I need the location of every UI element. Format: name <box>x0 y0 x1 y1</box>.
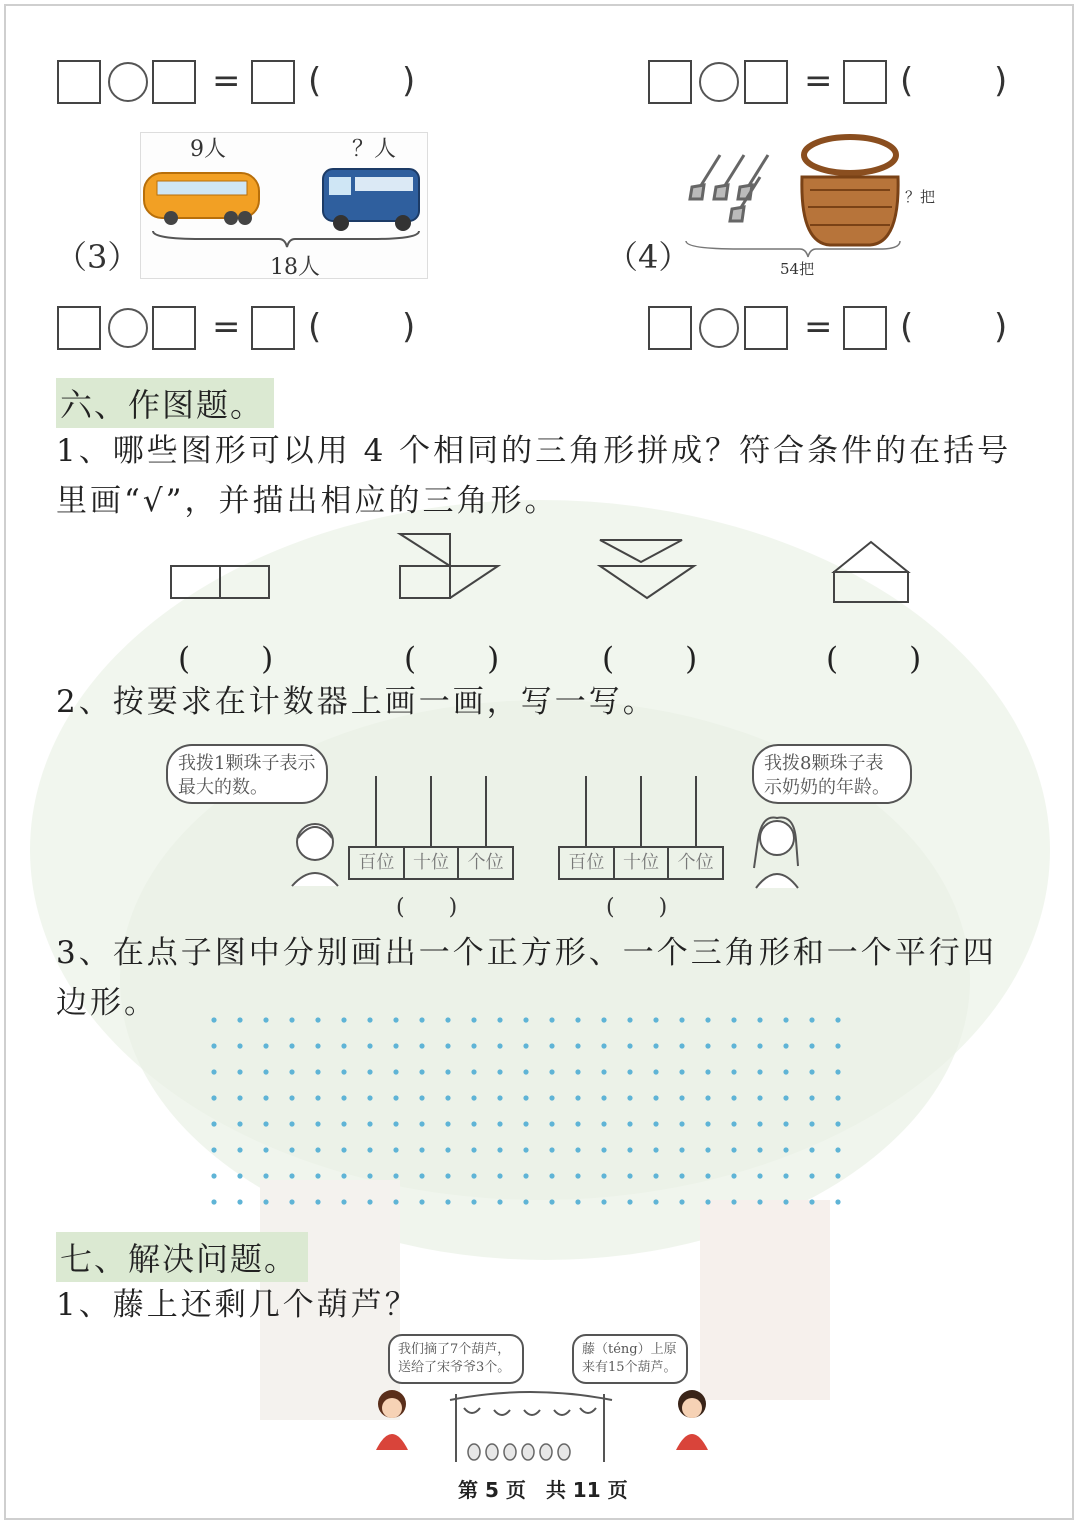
grid-dot <box>731 1043 736 1048</box>
grid-dot <box>237 1121 242 1126</box>
grid-dot <box>627 1043 632 1048</box>
right-girl-speech-bubble: 我拨8颗珠子表示奶奶的年龄。 <box>752 744 912 804</box>
grid-dot <box>315 1199 320 1204</box>
grid-dot <box>471 1095 476 1100</box>
grid-dot <box>523 1017 528 1022</box>
grid-dot <box>341 1043 346 1048</box>
grid-dot <box>237 1147 242 1152</box>
grid-dot <box>497 1199 502 1204</box>
grid-dot <box>757 1147 762 1152</box>
grid-dot <box>731 1069 736 1074</box>
grid-dot <box>419 1069 424 1074</box>
answer-box[interactable] <box>744 306 788 350</box>
grid-dot <box>627 1095 632 1100</box>
grid-dot <box>393 1069 398 1074</box>
operator-circle[interactable] <box>699 62 739 102</box>
grid-dot <box>237 1069 242 1074</box>
grid-dot <box>627 1199 632 1204</box>
triangle-shapes <box>160 528 1040 608</box>
grid-dot <box>809 1173 814 1178</box>
grid-dot <box>679 1017 684 1022</box>
grid-dot <box>341 1017 346 1022</box>
grid-dot <box>497 1017 502 1022</box>
grid-dot <box>757 1173 762 1178</box>
grid-dot <box>289 1095 294 1100</box>
blue-bus-icon <box>323 169 419 231</box>
grid-dot <box>523 1173 528 1178</box>
grid-dot <box>341 1069 346 1074</box>
grid-dot <box>263 1199 268 1204</box>
grid-dot <box>731 1147 736 1152</box>
shape-rectangles <box>171 566 269 598</box>
grid-dot <box>289 1069 294 1074</box>
grid-dot <box>757 1043 762 1048</box>
grid-dot <box>367 1069 372 1074</box>
grid-dot <box>653 1017 658 1022</box>
grid-dot <box>835 1121 840 1126</box>
grid-dot <box>367 1173 372 1178</box>
grid-dot <box>289 1173 294 1178</box>
grid-dot <box>289 1017 294 1022</box>
paren-close: ) <box>402 307 416 347</box>
shovels-icon <box>690 155 768 221</box>
grid-dot <box>653 1069 658 1074</box>
grid-dot <box>289 1147 294 1152</box>
abacus-left-base <box>348 846 514 880</box>
grid-dot <box>835 1017 840 1022</box>
grid-dot <box>809 1147 814 1152</box>
grid-dot <box>367 1043 372 1048</box>
grid-dot <box>315 1095 320 1100</box>
grid-dot <box>679 1199 684 1204</box>
grid-dot <box>523 1095 528 1100</box>
grid-dot <box>809 1069 814 1074</box>
paren-close: ) <box>994 61 1008 101</box>
answer-box[interactable] <box>251 306 295 350</box>
page-footer: 第 5 页 共 11 页 <box>458 1478 628 1502</box>
grid-dot <box>471 1147 476 1152</box>
grid-dot <box>575 1017 580 1022</box>
grid-dot <box>705 1043 710 1048</box>
paren-close: ) <box>402 61 416 101</box>
grid-dot <box>445 1043 450 1048</box>
grid-dot <box>653 1043 658 1048</box>
abacus-left-answer-paren[interactable]: ( ) <box>396 895 458 920</box>
abacus-right-base <box>558 846 724 880</box>
grid-dot <box>757 1121 762 1126</box>
grid-dot <box>783 1147 788 1152</box>
paren-open: ( <box>900 61 914 101</box>
grid-dot <box>393 1121 398 1126</box>
grid-dot <box>549 1173 554 1178</box>
grid-dot <box>835 1069 840 1074</box>
grid-dot <box>549 1017 554 1022</box>
grid-dot <box>497 1147 502 1152</box>
grid-dot <box>211 1095 216 1100</box>
grid-dot <box>575 1121 580 1126</box>
equals-sign: = <box>804 61 833 101</box>
grid-dot <box>731 1121 736 1126</box>
grid-dot <box>809 1095 814 1100</box>
place-ones: 个位 <box>677 852 714 873</box>
grid-dot <box>393 1095 398 1100</box>
shape-boat <box>400 534 498 598</box>
grid-dot <box>705 1017 710 1022</box>
grid-dot <box>627 1147 632 1152</box>
grid-dot <box>809 1121 814 1126</box>
grid-dot <box>315 1017 320 1022</box>
operator-circle[interactable] <box>108 308 148 348</box>
grid-dot <box>471 1199 476 1204</box>
girl-right-icon <box>676 1390 708 1450</box>
grid-dot <box>497 1043 502 1048</box>
grid-dot <box>575 1069 580 1074</box>
boy-avatar <box>280 812 350 892</box>
grid-dot <box>471 1017 476 1022</box>
shape-1-answer-paren[interactable]: ( ) <box>178 641 277 677</box>
grid-dot <box>497 1173 502 1178</box>
paren-open: ( <box>308 61 322 101</box>
shape-4-answer-paren[interactable]: ( ) <box>826 641 925 677</box>
girl-left-icon <box>376 1390 408 1450</box>
grid-dot <box>705 1069 710 1074</box>
grid-dot <box>575 1043 580 1048</box>
abacus-right-rods[interactable] <box>556 772 726 852</box>
grid-dot <box>783 1095 788 1100</box>
shovel-total-label: 54把 <box>780 260 815 278</box>
grid-dot <box>731 1095 736 1100</box>
grid-dot <box>601 1069 606 1074</box>
grid-dot <box>523 1069 528 1074</box>
grid-dot <box>211 1121 216 1126</box>
grid-dot <box>523 1121 528 1126</box>
grid-dot <box>419 1147 424 1152</box>
grid-dot <box>679 1043 684 1048</box>
grid-dot <box>289 1199 294 1204</box>
grid-dot <box>705 1095 710 1100</box>
girl-left-speech-bubble: 我们摘了7个葫芦，送给了宋爷爷3个。 <box>388 1334 524 1384</box>
section-6-q3-line2: 边形。 <box>56 985 158 1021</box>
grid-dot <box>705 1121 710 1126</box>
bus-left-label: 9人 <box>190 137 226 162</box>
grid-dot <box>601 1199 606 1204</box>
grid-dot <box>341 1121 346 1126</box>
grid-dot <box>679 1121 684 1126</box>
grid-dot <box>653 1147 658 1152</box>
grid-dot <box>835 1173 840 1178</box>
grid-dot <box>211 1069 216 1074</box>
place-hundreds: 百位 <box>560 848 615 878</box>
section-6-q2: 2、按要求在计数器上画一画，写一写。 <box>56 684 657 720</box>
grid-dot <box>419 1017 424 1022</box>
grid-dot <box>523 1043 528 1048</box>
grid-dot <box>237 1017 242 1022</box>
grid-dot <box>549 1121 554 1126</box>
grid-dot <box>237 1043 242 1048</box>
grid-dot <box>315 1147 320 1152</box>
grid-dot <box>211 1199 216 1204</box>
grid-dot <box>705 1173 710 1178</box>
grid-dot <box>783 1069 788 1074</box>
grid-dot <box>315 1173 320 1178</box>
grid-dot <box>575 1147 580 1152</box>
shape-3-answer-paren[interactable]: ( ) <box>602 641 701 677</box>
grid-dot <box>289 1043 294 1048</box>
grid-dot <box>731 1017 736 1022</box>
grid-dot <box>731 1173 736 1178</box>
grid-dot <box>341 1147 346 1152</box>
section-7-q1: 1、藤上还剩几个葫芦？ <box>56 1287 419 1323</box>
bus-right-label: ？人 <box>352 137 397 162</box>
grid-dot <box>263 1017 268 1022</box>
grid-dot <box>445 1147 450 1152</box>
grid-dot <box>835 1095 840 1100</box>
grid-dot <box>627 1173 632 1178</box>
grid-dot <box>601 1147 606 1152</box>
question-number-3: （3） <box>55 238 140 276</box>
grid-dot <box>601 1121 606 1126</box>
grid-dot <box>367 1147 372 1152</box>
grid-dot <box>705 1199 710 1204</box>
grid-dot <box>523 1199 528 1204</box>
grid-dot <box>367 1199 372 1204</box>
grid-dot <box>783 1199 788 1204</box>
grid-dot <box>835 1199 840 1204</box>
grid-dot <box>653 1095 658 1100</box>
grid-dot <box>263 1043 268 1048</box>
grid-dot <box>679 1147 684 1152</box>
section-6-title: 六、作图题。 <box>56 378 274 428</box>
grid-dot <box>731 1199 736 1204</box>
grid-dot <box>627 1069 632 1074</box>
grid-dot <box>809 1017 814 1022</box>
grid-dot <box>445 1095 450 1100</box>
grid-dot <box>263 1147 268 1152</box>
grid-dot <box>263 1173 268 1178</box>
answer-box[interactable] <box>648 60 692 104</box>
grid-dot <box>835 1043 840 1048</box>
grid-dot <box>341 1173 346 1178</box>
paren-open: ( <box>308 307 322 347</box>
shape-hourglass <box>600 540 694 598</box>
place-tens: 十位 <box>615 848 670 878</box>
grid-dot <box>679 1069 684 1074</box>
equals-sign: = <box>212 307 241 347</box>
grid-dot <box>679 1173 684 1178</box>
grid-dot <box>601 1017 606 1022</box>
grid-dot <box>237 1199 242 1204</box>
grid-dot <box>341 1199 346 1204</box>
grid-dot <box>809 1199 814 1204</box>
grid-dot <box>367 1095 372 1100</box>
grid-dot <box>263 1095 268 1100</box>
answer-box[interactable] <box>152 60 196 104</box>
grid-dot <box>211 1043 216 1048</box>
shape-house <box>834 542 908 602</box>
paren-open: ( <box>900 307 914 347</box>
abacus-left-rods[interactable] <box>346 772 516 852</box>
grid-dot <box>367 1017 372 1022</box>
grid-dot <box>549 1199 554 1204</box>
shape-2-answer-paren[interactable]: ( ) <box>404 641 503 677</box>
grid-dot <box>835 1147 840 1152</box>
grid-dot <box>315 1043 320 1048</box>
bus-total-label: 18人 <box>270 255 320 280</box>
grid-dot <box>237 1095 242 1100</box>
section-6-q1-line1: 1、哪些图形可以用 4 个相同的三角形拼成？符合条件的在括号 <box>56 433 1012 469</box>
grid-dot <box>627 1121 632 1126</box>
grid-dot <box>757 1199 762 1204</box>
section-6-q3-line1: 3、在点子图中分别画出一个正方形、一个三角形和一个平行四 <box>56 935 997 971</box>
grid-dot <box>549 1095 554 1100</box>
abacus-right-answer-paren[interactable]: ( ) <box>606 895 668 920</box>
section-7-title: 七、解决问题。 <box>56 1232 308 1282</box>
answer-box[interactable] <box>57 60 101 104</box>
grid-dot <box>393 1043 398 1048</box>
answer-box[interactable] <box>843 60 887 104</box>
basket-icon <box>802 137 898 245</box>
grid-dot <box>757 1095 762 1100</box>
grid-dot <box>393 1173 398 1178</box>
grid-dot <box>757 1017 762 1022</box>
grid-dot <box>627 1017 632 1022</box>
dot-grid[interactable] <box>200 1008 880 1208</box>
grid-dot <box>471 1173 476 1178</box>
answer-box[interactable] <box>648 306 692 350</box>
grid-dot <box>549 1043 554 1048</box>
answer-box[interactable] <box>57 306 101 350</box>
grid-dot <box>367 1121 372 1126</box>
grid-dot <box>471 1121 476 1126</box>
grid-dot <box>419 1121 424 1126</box>
section-6-q1-line2: 里画“√”，并描出相应的三角形。 <box>56 483 559 519</box>
grid-dot <box>289 1121 294 1126</box>
grid-dot <box>549 1147 554 1152</box>
grid-dot <box>497 1095 502 1100</box>
answer-box[interactable] <box>251 60 295 104</box>
answer-box[interactable] <box>744 60 788 104</box>
grid-dot <box>653 1199 658 1204</box>
grid-dot <box>809 1043 814 1048</box>
grid-dot <box>419 1095 424 1100</box>
grid-dot <box>445 1199 450 1204</box>
grid-dot <box>211 1173 216 1178</box>
grid-dot <box>211 1017 216 1022</box>
gourd-icons <box>468 1444 570 1460</box>
grid-dot <box>445 1121 450 1126</box>
grid-dot <box>497 1069 502 1074</box>
grid-dot <box>445 1017 450 1022</box>
grid-dot <box>445 1173 450 1178</box>
grid-dot <box>705 1147 710 1152</box>
grid-dot <box>757 1069 762 1074</box>
equals-sign: = <box>804 307 833 347</box>
grid-dot <box>575 1199 580 1204</box>
grid-dot <box>783 1017 788 1022</box>
grid-dot <box>679 1095 684 1100</box>
grid-dot <box>419 1199 424 1204</box>
grid-dot <box>601 1095 606 1100</box>
grid-dot <box>393 1017 398 1022</box>
grid-dot <box>497 1121 502 1126</box>
operator-circle[interactable] <box>699 308 739 348</box>
grid-dot <box>419 1173 424 1178</box>
grid-dot <box>263 1069 268 1074</box>
place-hundreds: 百位 <box>350 848 405 878</box>
grid-dot <box>419 1043 424 1048</box>
grid-dot <box>471 1069 476 1074</box>
grid-dot <box>263 1121 268 1126</box>
place-ones: 个位 <box>467 852 504 873</box>
grid-dot <box>315 1069 320 1074</box>
orange-bus-icon <box>144 173 259 225</box>
grid-dot <box>783 1043 788 1048</box>
grid-dot <box>393 1199 398 1204</box>
grid-dot <box>783 1173 788 1178</box>
grid-dot <box>653 1173 658 1178</box>
basket-unknown-label: ？把 <box>905 188 936 206</box>
grid-dot <box>575 1095 580 1100</box>
grid-dot <box>601 1173 606 1178</box>
grid-dot <box>523 1147 528 1152</box>
equals-sign: = <box>212 61 241 101</box>
girl-right-speech-bubble: 藤（téng）上原来有15个葫芦。 <box>572 1334 688 1384</box>
grid-dot <box>653 1121 658 1126</box>
grid-dot <box>601 1043 606 1048</box>
grid-dot <box>341 1095 346 1100</box>
grid-dot <box>315 1121 320 1126</box>
grid-dot <box>471 1043 476 1048</box>
grid-dot <box>445 1069 450 1074</box>
answer-box[interactable] <box>152 306 196 350</box>
place-tens: 十位 <box>405 848 460 878</box>
grid-dot <box>211 1147 216 1152</box>
grid-dot <box>783 1121 788 1126</box>
grid-dot <box>237 1173 242 1178</box>
operator-circle[interactable] <box>108 62 148 102</box>
gourd-vine-scene <box>364 1380 724 1470</box>
question-number-4: （4） <box>606 238 691 276</box>
answer-box[interactable] <box>843 306 887 350</box>
left-boy-speech-bubble: 我拨1颗珠子表示最大的数。 <box>166 744 328 804</box>
grid-dot <box>549 1069 554 1074</box>
paren-close: ) <box>994 307 1008 347</box>
girl-avatar <box>742 810 812 890</box>
grid-dot <box>575 1173 580 1178</box>
grid-dot <box>393 1147 398 1152</box>
